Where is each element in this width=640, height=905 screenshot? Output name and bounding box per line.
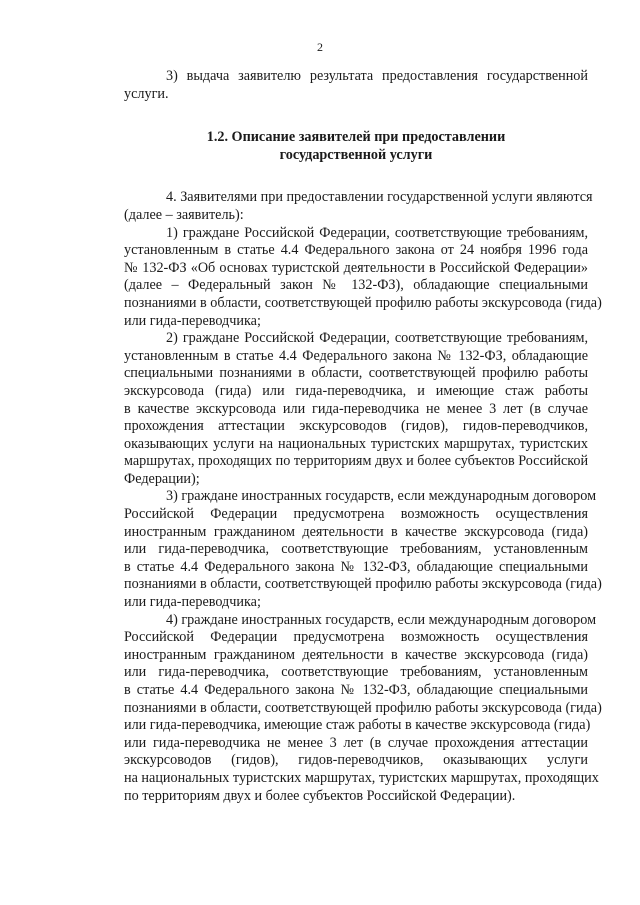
text-line: 4) граждане иностранных государств, если международным договором: [166, 611, 597, 628]
heading-line: государственной услуги: [279, 146, 433, 163]
text-line: 3) выдача заявителю результата предоставления государственной: [166, 68, 588, 84]
text-line: или гида-переводчика не менее 3 лет (в случае прохождения аттестации: [124, 734, 588, 751]
text-line: Федерации);: [124, 470, 200, 487]
text-line: или гида-переводчика;: [124, 312, 261, 329]
list-item-2: [124, 330, 588, 488]
text-line: по территориям двух и более субъектов Российской Федерации).: [124, 787, 516, 804]
text-line: Российской Федерации предусмотрена возможность осуществления: [124, 506, 588, 523]
text-line: № 132-ФЗ «Об основах туристской деятельности в Российской Федерации»: [124, 259, 588, 276]
text-line: иностранным гражданином деятельности в качестве экскурсовода (гида): [124, 523, 588, 540]
text-line: услуги.: [124, 85, 169, 102]
text-line: установленным в статье 4.4 Федерального закона № 132-ФЗ, обладающие: [124, 347, 588, 364]
text-line: в статье 4.4 Федерального закона № 132-ФЗ, обладающие специальными: [124, 558, 588, 575]
text-line: экскурсоводов (гидов), гидов-переводчиков, оказывающих услуги: [124, 752, 588, 769]
paragraph-4: [124, 189, 593, 224]
text-line: или гида-переводчика, соответствующие требованиям, установленным: [124, 664, 588, 681]
list-item-1: [124, 224, 602, 331]
text-line: Российской Федерации предусмотрена возможность осуществления: [124, 629, 588, 646]
text-line: в качестве экскурсовода или гида-переводчика не менее 3 лет (в случае: [124, 400, 588, 417]
text-line: познаниями в области, соответствующей профилю работы экскурсовода (гида): [124, 294, 602, 311]
text-line: 4. Заявителями при предоставлении государственной услуги являются: [166, 189, 593, 206]
text-line: специальными познаниями в области, соответствующей профилю работы: [124, 365, 588, 382]
text-line: или гида-переводчика, соответствующие требованиям, установленным: [124, 541, 588, 558]
text-line: (далее – Федеральный закон № 132-ФЗ), обладающие специальными: [124, 277, 588, 294]
text-line: оказывающих услуги на национальных туристских маршрутах, туристских: [124, 435, 588, 452]
list-item-4: [124, 611, 602, 806]
text-line: экскурсовода (гида) или гида-переводчика, и имеющие стаж работы: [124, 382, 588, 399]
text-line: (далее – заявитель):: [124, 206, 244, 223]
text-line: иностранным гражданином деятельности в качестве экскурсовода (гида): [124, 646, 588, 663]
text-line: маршрутах, проходящих по территориям двух и более субъектов Российской: [124, 453, 589, 470]
text-line: 3) граждане иностранных государств, если международным договором: [166, 488, 597, 505]
heading-line: 1.2. Описание заявителей при предоставлении: [206, 129, 506, 146]
intro-paragraph: [124, 68, 588, 103]
text-line: установленным в статье 4.4 Федерального закона от 24 ноября 1996 года: [124, 242, 588, 259]
text-line: прохождения аттестации экскурсоводов (гидов), гидов-переводчиков,: [124, 418, 588, 435]
text-line: на национальных туристских маршрутах, туристских маршрутах, проходящих: [124, 769, 599, 786]
text-line: или гида-переводчика;: [124, 594, 261, 611]
text-line: 1) граждане Российской Федерации, соответствующие требованиям,: [166, 224, 588, 241]
section-heading: [124, 129, 588, 164]
text-line: 2) граждане Российской Федерации, соответствующие требованиям,: [166, 330, 588, 347]
text-line: познаниями в области, соответствующей профилю работы экскурсовода (гида): [124, 699, 602, 716]
text-line: или гида-переводчика, имеющие стаж работы в качестве экскурсовода (гида): [124, 717, 591, 734]
text-line: познаниями в области, соответствующей профилю работы экскурсовода (гида): [124, 576, 602, 593]
document-body: [124, 68, 602, 805]
page-number: 2: [317, 40, 323, 54]
text-line: в статье 4.4 Федерального закона № 132-ФЗ, обладающие специальными: [124, 682, 588, 698]
list-item-3: [124, 488, 602, 611]
